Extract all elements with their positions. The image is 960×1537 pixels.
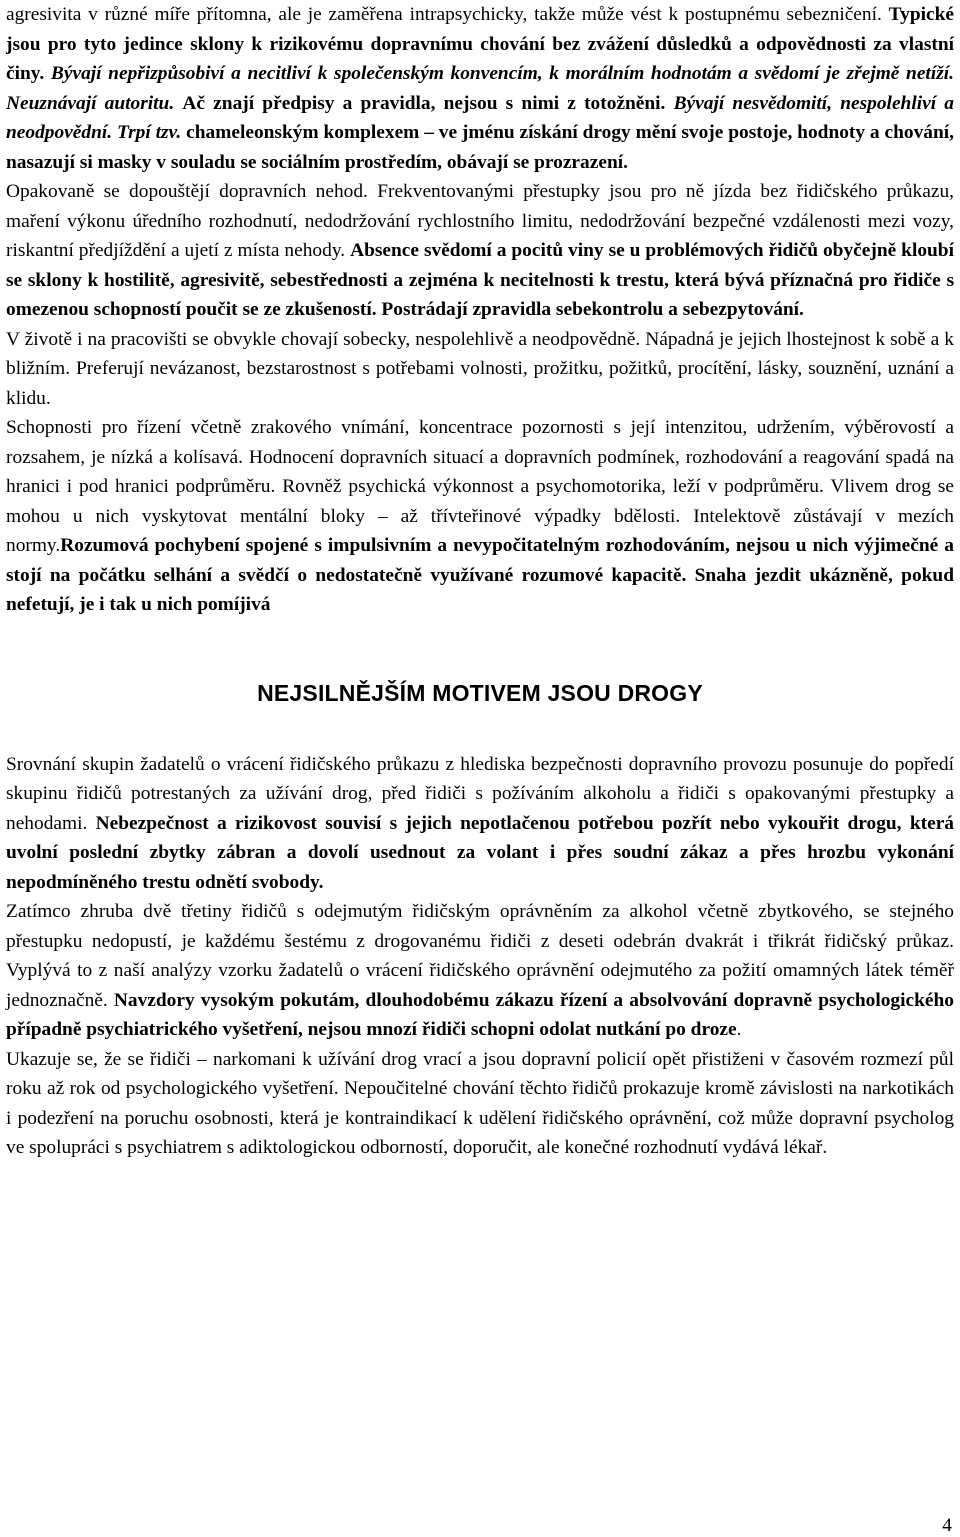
text-segment: Srovnání skupin žadatelů o vrácení řidičského průkazu z hlediska bezpečnosti dopravního provozu posunuje do popředí skupinu řidičů potrestaných za užívání drog, před řidiči s požíváním alkoholu a řidiči s opakovanými přestupky a nehodami.	[6, 753, 954, 834]
page-number: 4	[942, 1515, 952, 1536]
section-heading: NEJSILNĚJŠÍM MOTIVEM JSOU DROGY	[257, 680, 703, 706]
text-segment-bold: chameleonským komplexem – ve jménu získání drogy mění svoje postoje, hodnoty a chování, nasazují si masky v souladu se sociálním prostředím, obávají se prozrazení.	[6, 122, 954, 173]
text-segment-bold: Ač znají předpisy a pravidla, nejsou s nimi z totožněni.	[182, 92, 666, 114]
text-segment-bold-italic: Bývají nesvědomití, nespolehliví a neodpovědní. Trpí tzv.	[6, 92, 954, 143]
document-page	[6, 0, 954, 1163]
text-segment: .	[736, 1019, 742, 1040]
paragraph-personality-traits	[6, 0, 954, 177]
text-segment-bold: Nebezpečnost a rizikovost souvisí s jejich nepotlačenou potřebou pozřít nebo vykouřit drogu, která uvolní poslední zbytky zábran a dovolí usednout za volant i přes soudní zákaz a přes hrozbu vykonání nepodmíněného trestu odnětí svobody.	[6, 812, 954, 893]
text-segment: Zatímco zhruba dvě třetiny řidičů s odejmutým řidičským oprávněním za alkohol včetně zbytkového, se stejného přestupku nedopustí, je každému šestému z drogovanému řidiči z deseti odebrán dvakrát i třikrát řidičský průkaz. Vyplývá to z naší analýzy vzorku žadatelů o vrácení řidičského oprávnění odejmutého za požití omamných látek téměř jednoznačně.	[6, 901, 954, 1011]
paragraph-conclusion	[6, 1045, 954, 1163]
text-segment: Ukazuje se, že se řidiči – narkomani k užívání drog vrací a jsou dopravní policií opět přistiženi v časovém rozmezí půl roku až rok od psychologického vyšetření. Nepoučitelné chování těchto řidičů prokazuje kromě závislosti na narkotikách i podezření na poruchu osobnosti, která je kontraindikací k udělení řidičského oprávnění, což může dopravní psycholog ve spolupráci s psychiatrem s adiktologickou odborností, doporučit, ale konečné rozhodnutí vydává lékař.	[6, 1048, 954, 1158]
paragraph-repeat-offenders	[6, 897, 954, 1045]
text-segment-bold: Navzdory vysokým pokutám, dlouhodobému zákazu řízení a absolvování dopravně psychologického případně psychiatrického vyšetření, nejsou mnozí řidiči schopni odolat nutkání po droze	[6, 989, 954, 1040]
text-segment: V životě i na pracovišti se obvykle chovají sobecky, nespolehlivě a neodpovědně. Nápadná je jejich lhostejnost k sobě a k bližním. Preferují nevázanost, bezstarostnost s potřebami volnosti, prožitku, požitků, procítění, lásky, souznění, uznání a klidu.	[6, 328, 954, 409]
paragraph-driving-abilities	[6, 413, 954, 620]
text-segment: agresivita v různé míře přítomna, ale je zaměřena intrapsychicky, takže může vést k postupnému sebezničení.	[6, 4, 882, 25]
text-segment-bold: Typické jsou pro tyto jedince sklony k rizikovému dopravnímu chování bez zvážení důsledků a odpovědnosti za vlastní činy.	[6, 4, 954, 84]
text-segment: Opakovaně se dopouštějí dopravních nehod. Frekventovanými přestupky jsou pro ně jízda bez řidičského průkazu, maření výkonu úředního rozhodnutí, nedodržování rychlostního limitu, nedodržování bezpečné vzdálenosti mezi vozy, riskantní předjíždění a ujetí z místa nehody.	[6, 181, 954, 261]
text-segment-bold: Absence svědomí a pocitů viny se u problémových řidičů obyčejně kloubí se sklony k hostilitě, agresivitě, sebestřednosti a zejména k necitelnosti k trestu, která bývá příznačná pro řidiče s omezenou schopností poučit se ze zkušeností. Postrádají zpravidla sebekontrolu a sebezpytování.	[6, 240, 954, 320]
text-segment-bold-italic: Bývají nepřizpůsobiví a necitliví k společenským konvencím, k morálním hodnotám a svědomí je zřejmě netíží. Neuznávají autoritu.	[6, 63, 954, 114]
paragraph-lifestyle	[6, 325, 954, 414]
paragraph-group-comparison	[6, 750, 954, 898]
text-segment-bold: Rozumová pochybení spojené s impulsivním a nevypočitatelným rozhodováním, nejsou u nich výjimečné a stojí na počátku selhání a svědčí o nedostatečně využívané rozumové kapacitě. Snaha jezdit ukázněně, pokud nefetují, je i tak u nich pomíjivá	[6, 535, 954, 615]
paragraph-traffic-accidents	[6, 177, 954, 325]
text-segment: Schopnosti pro řízení včetně zrakového vnímání, koncentrace pozornosti s její intenzitou, udržením, výběrovostí a rozsahem, je nízká a kolísavá. Hodnocení dopravních situací a dopravních podmínek, rozhodování a reagování spadá na hranici i pod hranici podprůměru. Rovněž psychická výkonnost a psychomotorika, leží v podprůměru. Vlivem drog se mohou u nich vyskytovat mentální bloky – až třívteřinové výpadky bdělosti. Intelektově zůstávají v mezích normy.	[6, 417, 954, 556]
